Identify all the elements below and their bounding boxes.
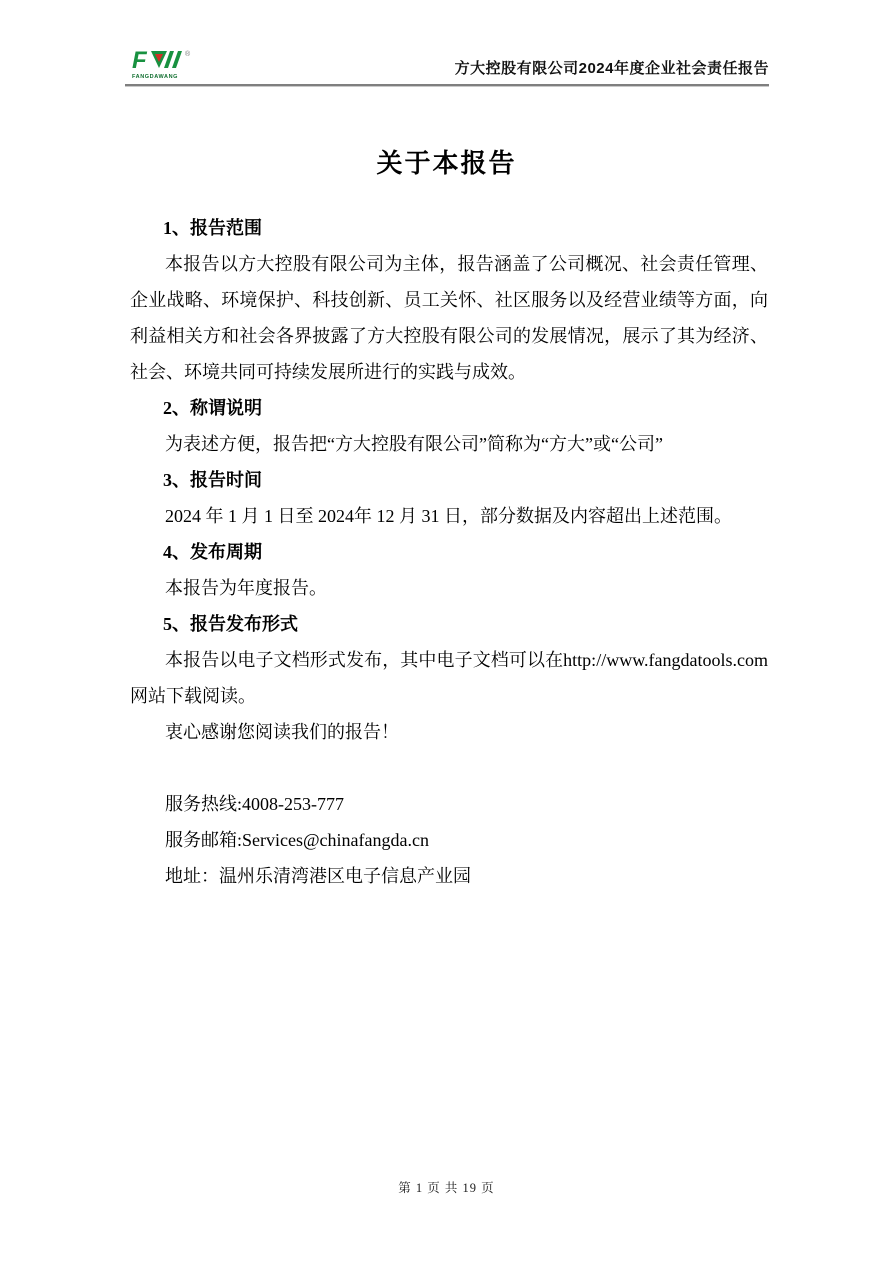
section-report-scope xyxy=(130,210,768,390)
section-paragraph: 本报告以方大控股有限公司为主体，报告涵盖了公司概况、社会责任管理、企业战略、环境保护、科技创新、员工关怀、社区服务以及经营业绩等方面，向利益相关方和社会各界披露了方大控股有限公司的发展情况，展示了其为经济、社会、环境共同可持续发展所进行的实践与成效。 xyxy=(130,254,768,382)
page-footer xyxy=(0,1178,893,1196)
section-heading: 1、报告范围 xyxy=(163,218,262,238)
thanks-note: 衷心感谢您阅读我们的报告！ xyxy=(165,722,399,742)
section-terminology xyxy=(130,390,768,462)
report-body xyxy=(130,210,768,894)
section-release-format xyxy=(130,606,768,750)
contact-block xyxy=(130,786,768,894)
section-paragraph: 本报告以电子文档形式发布，其中电子文档可以在http://www.fangdatools.com网站下载阅读。 xyxy=(130,650,768,706)
section-report-period xyxy=(130,462,768,534)
section-release-cycle xyxy=(130,534,768,606)
section-paragraph: 2024 年 1 月 1 日至 2024年 12 月 31 日，部分数据及内容超出上述范围。 xyxy=(165,506,732,526)
fangda-logo-icon xyxy=(132,48,194,82)
service-hotline: 服务热线:4008-253-777 xyxy=(165,794,344,814)
section-heading: 4、发布周期 xyxy=(163,542,262,562)
logo-subtext: FANGDAWANG xyxy=(132,74,179,80)
section-heading: 2、称谓说明 xyxy=(163,398,262,418)
section-heading: 5、报告发布形式 xyxy=(163,614,298,634)
page-number: 第 1 页 共 19 页 xyxy=(398,1181,495,1195)
header-divider xyxy=(125,84,769,87)
registered-trademark-icon: ® xyxy=(185,51,191,58)
logo-stroke-2 xyxy=(172,51,182,68)
section-paragraph: 本报告为年度报告。 xyxy=(165,578,327,598)
section-heading: 3、报告时间 xyxy=(163,470,262,490)
section-paragraph: 为表述方便，报告把“方大控股有限公司”简称为“方大”或“公司” xyxy=(165,434,663,454)
logo-letter-f: F xyxy=(132,48,147,74)
page-title: 关于本报告 xyxy=(376,149,517,179)
page-header xyxy=(130,46,769,84)
company-address: 地址：温州乐清湾港区电子信息产业园 xyxy=(165,866,471,886)
header-doc-title: 方大控股有限公司2024年度企业社会责任报告 xyxy=(454,60,769,77)
service-email: 服务邮箱:Services@chinafangda.cn xyxy=(165,830,429,850)
